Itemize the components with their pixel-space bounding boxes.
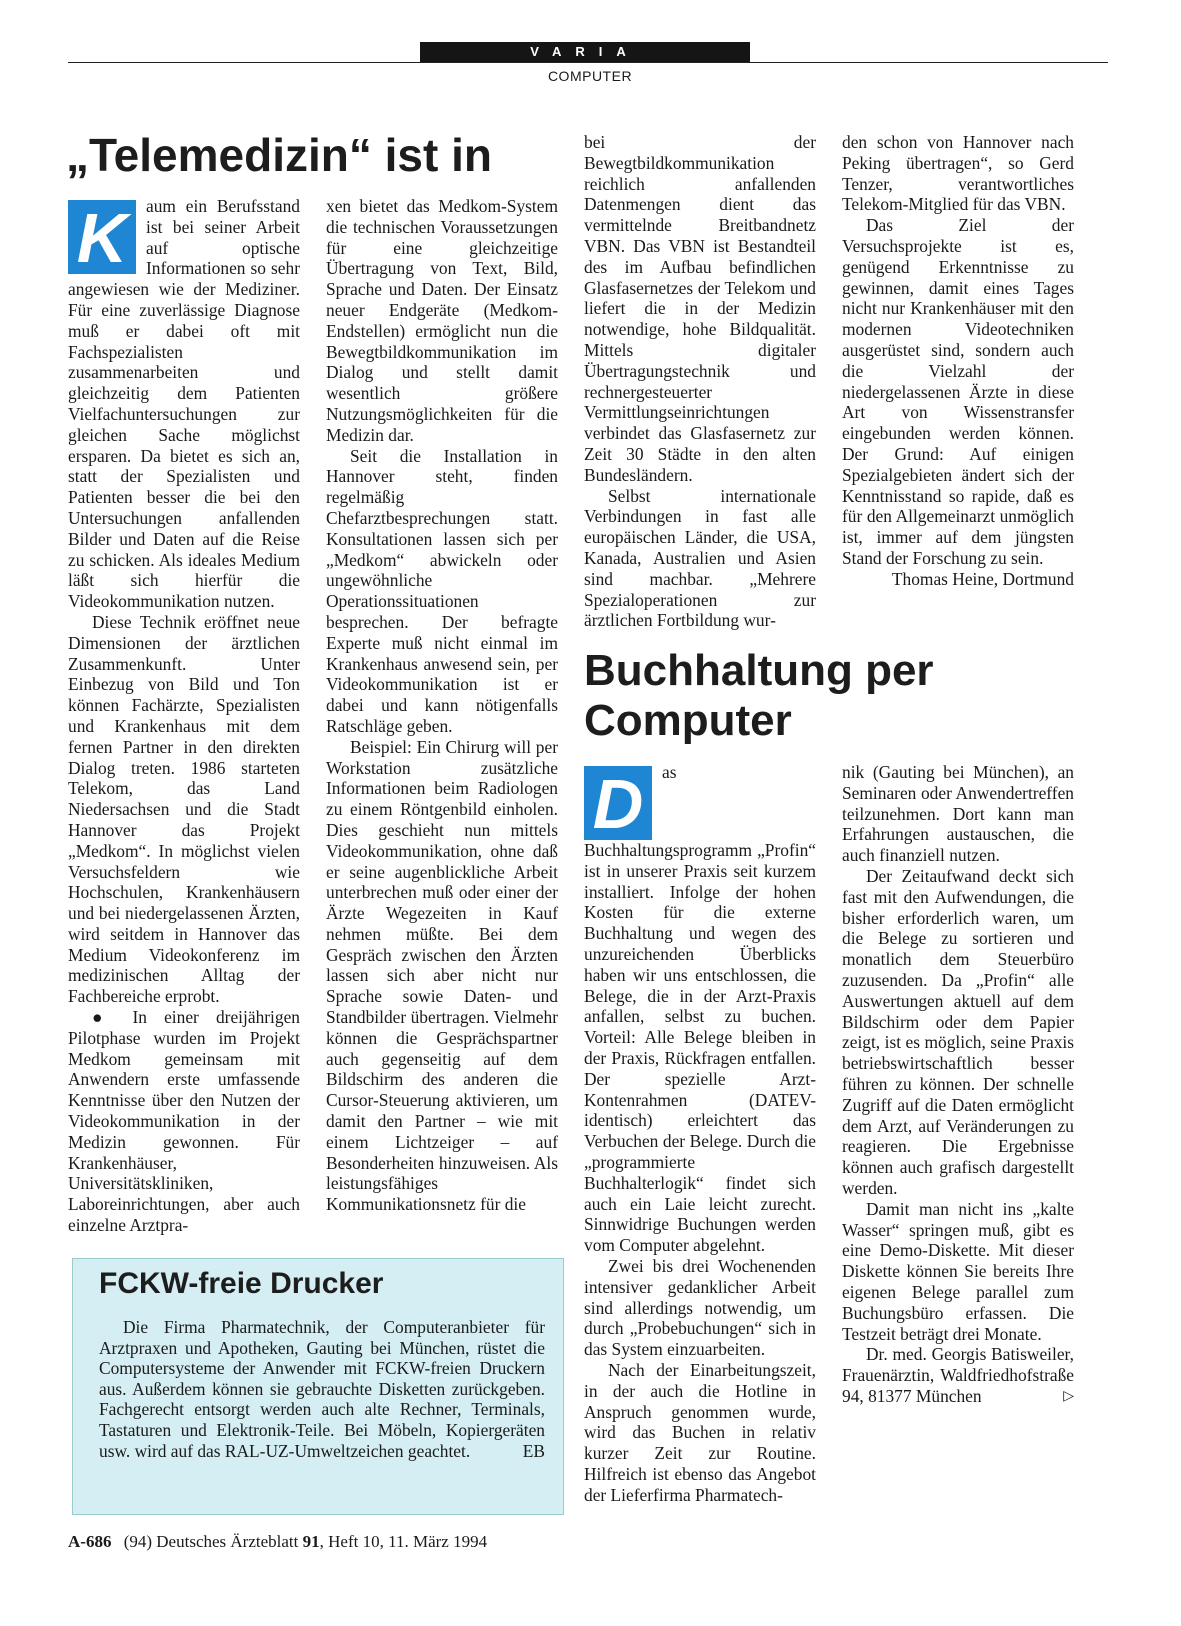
article2-title-line-1: Buchhaltung per — [584, 646, 934, 695]
article1-column-3 — [584, 132, 816, 631]
article2-title — [584, 646, 934, 746]
article2-column-2 — [842, 762, 1074, 1407]
page-code: A-686 — [68, 1532, 112, 1551]
article2-author — [842, 1344, 1074, 1406]
paragraph: bei der Bewegtbildkommunikation reichlich anfallenden Datenmengen dient das vermittelnde Breitbandnetz VBN. Das VBN ist Bestandteil des im Aufbau befindlichen Glasfasernetzes der Telekom und liefert die in der Medizin notwendige, hohe Bildqualität. Mittels digitaler Übertragungstechnik und rechnergesteuerter Vermittlungseinrichtungen verbindet das Glasfasernetz zur Zeit 30 Städte in den alten Bundesländern. — [584, 132, 816, 485]
paragraph: Diese Technik eröffnet neue Dimensionen der ärztlichen Zusammenkunft. Unter Einbezug von Bild und Ton können Fachärzte, Spezialisten und Krankenhaus mit dem fernen Partner in den direkten Dialog treten. 1986 starteten Telekom, das Land Niedersachsen und die Stadt Hannover das Projekt „Medkom“. In möglichst vielen Versuchsfeldern wie Hochschulen, Krankenhäusern und bei niedergelassenen Ärzten, wird seitdem in Hannover das Medium Videokonferenz im medizinischen Alltag der Fachbereiche erprobt. — [68, 611, 300, 1007]
paragraph: Der Zeitaufwand deckt sich fast mit den Aufwendungen, die bisher erforderlich waren, um die Belege zu sortieren und monatlich dem Steuerbüro zuzusenden. Da „Profin“ alle Auswertungen aktuell auf dem Bildschirm oder dem Papier zeigt, ist es möglich, seine Praxis betriebswirtschaftlich besser führen zu können. Der schnelle Zugriff auf die Daten ermöglicht dem Arzt, auf Veränderungen zu reagieren. Die Ergebnisse können auch grafisch dargestellt werden. — [842, 865, 1074, 1198]
journal-volume: 91 — [302, 1532, 320, 1551]
paragraph: aum ein Berufsstand ist bei seiner Arbeit auf optische Informationen so sehr angewiesen wie der Mediziner. Für eine zuverlässige Diagnose muß er dabei oft mit Fachspezialisten zusammenarbeiten und gleichzeitig dem Patienten Vielfachuntersuchungen zur gleichen Sache möglichst ersparen. Da bietet es sich an, statt der Spezialisten und Patienten besser die bei den Untersuchungen anfallenden Bilder und Daten auf die Reise zu schicken. Als ideales Medium läßt sich hierfür die Videokommunikation nutzen. — [68, 196, 300, 612]
section-bar: VARIA — [420, 42, 750, 62]
paragraph: Nach der Einarbeitungszeit, in der auch die Hotline in Anspruch genommen wurde, wird das Buchen in relativ kurzer Zeit zur Routine. Hilfreich ist ebenso das Angebot der Lieferfirma Pharmatech- — [584, 1359, 816, 1505]
sidebar-body: Die Firma Pharmatechnik, der Computeranbieter für Arztpraxen und Apotheken, Gauting bei München, rüstet die Computersysteme der Anwender mit FCKW-freien Druckern aus. Außerdem können sie gebrauchte Disketten zurückgeben. Fachgerecht entsorgt werden auch alte Rechner, Terminals, Tastaturen und Elektronik-Teile. Bei Möbeln, Kopiergeräten usw. wird auf das RAL-UZ-Umweltzeichen geachtet. — [99, 1317, 545, 1461]
paragraph: den schon von Hannover nach Peking übertragen“, so Gerd Tenzer, verantwortliches Telekom-Mitglied für das VBN. — [842, 132, 1074, 215]
journal-issue: , Heft 10, 11. März 1994 — [319, 1532, 488, 1551]
sidebar-initials: EB — [522, 1440, 545, 1461]
paragraph: Seit die Installation in Hannover steht, finden regelmäßig Chefarztbesprechungen statt. Konsultationen lassen sich per „Medkom“ abwickeln oder ungewöhnliche Operationssituationen besprechen. Der befragte Experte muß nicht einmal im Krankenhaus anwesend sein, per Videokommunikation ist er dabei und kann nötigenfalls Ratschläge geben. — [326, 445, 558, 736]
paragraph: Beispiel: Ein Chirurg will per Workstation zusätzliche Informationen beim Radiologen zu einem Röntgenbild einholen. Dies geschieht nun mittels Videokommunikation, ohne daß er seine augenblickliche Arbeit unterbrechen muß oder einer der Ärzte Wegezeiten in Kauf nehmen müßte. Bei dem Gespräch zwischen den Ärzten lassen sich aber nicht nur Sprache sowie Daten- und Standbilder übertragen. Vielmehr können die Gesprächspartner auch gegenseitig auf dem Bildschirm des anderen die Cursor-Steuerung aktivieren, um damit den Partner – wie mit einem Lichtzeiger – auf Besonderheiten hinzuweisen. Als leistungsfähiges Kommunikationsnetz für die — [326, 736, 558, 1215]
sidebar-box — [72, 1258, 564, 1515]
sidebar-text-block — [99, 1317, 545, 1461]
article1-title: „Telemedizin“ ist in — [66, 129, 492, 181]
journal-name: Deutsches Ärzteblatt — [156, 1532, 299, 1551]
article2-dropcap: D — [584, 766, 652, 840]
paragraph: ● In einer dreijährigen Pilotphase wurden im Projekt Medkom gemeinsam mit Anwendern erste umfassende Kenntnisse über den Nutzen der Videokommunikation in der Medizin gewonnen. Für Krankenhäuser, Universitätskliniken, Laboreinrichtungen, aber auch einzelne Arztpra- — [68, 1007, 300, 1236]
page-number: (94) — [123, 1532, 153, 1551]
article1-dropcap: K — [68, 200, 136, 274]
paragraph: xen bietet das Medkom-System die technischen Voraussetzungen für eine gleichzeitige Übertragung von Text, Bild, Sprache und Daten. Der Einsatz neuer Endgeräte (Medkom-Endstellen) ermöglicht nun die Bewegtbildkommunikation im Dialog und stellt damit wesentlich größere Nutzungsmöglichkeiten für die Medizin dar. — [326, 196, 558, 445]
article2-title-line-2: Computer — [584, 696, 792, 745]
sidebar-title: FCKW-freie Drucker — [99, 1267, 384, 1300]
article1-column-2 — [326, 196, 558, 1215]
header-rule — [68, 62, 1108, 63]
paragraph: as Buchhaltungsprogramm „Profin“ ist in unserer Praxis seit kurzem installiert. Infolge der hohen Kosten für die externe Buchhaltung und wegen des unzureichenden Überblicks haben wir uns entschlossen, die Belege, die in der Arzt-Praxis anfallen, selbst zu buchen. Vorteil: Alle Belege bleiben in der Praxis, Rückfragen entfallen. Der spezielle Arzt-Kontenrahmen (DATEV-identisch) erleichtert das Verbuchen der Belege. Durch die „programmierte Buchhalterlogik“ findet sich auch ein Laie leicht zurecht. Sinnwidrige Buchungen werden vom Computer abgelehnt. — [584, 762, 816, 1256]
paragraph: nik (Gauting bei München), an Seminaren oder Anwendertreffen teilzunehmen. Dort kann man Erfahrungen austauschen, die auch finanziell nutzen. — [842, 762, 1074, 866]
paragraph: Selbst internationale Verbindungen in fast alle europäischen Länder, die USA, Kanada, Australien und Asien sind machbar. „Mehrere Spezialoperationen zur ärztlichen Fortbildung wur- — [584, 485, 816, 631]
article2-column-1 — [584, 762, 816, 1506]
article1-author: Thomas Heine, Dortmund — [891, 568, 1074, 589]
page-footer — [68, 1532, 487, 1552]
paragraph: Damit man nicht ins „kalte Wasser“ springen muß, gibt es eine Demo-Diskette. Mit dieser Diskette können Sie bereits Ihre eigenen Belege parallel zum Buchungsbüro erfassen. Die Testzeit beträgt drei Monate. — [842, 1198, 1074, 1344]
sidebar-text — [99, 1317, 545, 1461]
section-label: COMPUTER — [547, 68, 633, 84]
article1-column-1 — [68, 196, 300, 1236]
article1-column-4 — [842, 132, 1074, 590]
continue-arrow-icon: ▷ — [1063, 1387, 1074, 1404]
paragraph: Das Ziel der Versuchsprojekte ist es, genügend Erkenntnisse zu gewinnen, damit eines Tages nicht nur Krankenhäuser mit den modernen Videotechniken ausgerüstet sind, sondern auch die Vielzahl der niedergelassenen Ärzte in diese Art von Wissenstransfer eingebunden werden können. Der Grund: Auf einigen Spezialgebieten ändert sich der Kenntnisstand so rapide, daß es für den Allgemeinarzt unmöglich ist, immer auf dem jüngsten Stand der Forschung zu sein. — [842, 215, 1074, 568]
paragraph: Zwei bis drei Wochenenden intensiver gedanklicher Arbeit sind allerdings notwendig, um durch „Probebuchungen“ sich in das System einzuarbeiten. — [584, 1255, 816, 1360]
author-text: Dr. med. Georgis Batisweiler, Frauenärztin, Waldfriedhofstraße 94, 81377 München — [842, 1344, 1074, 1406]
